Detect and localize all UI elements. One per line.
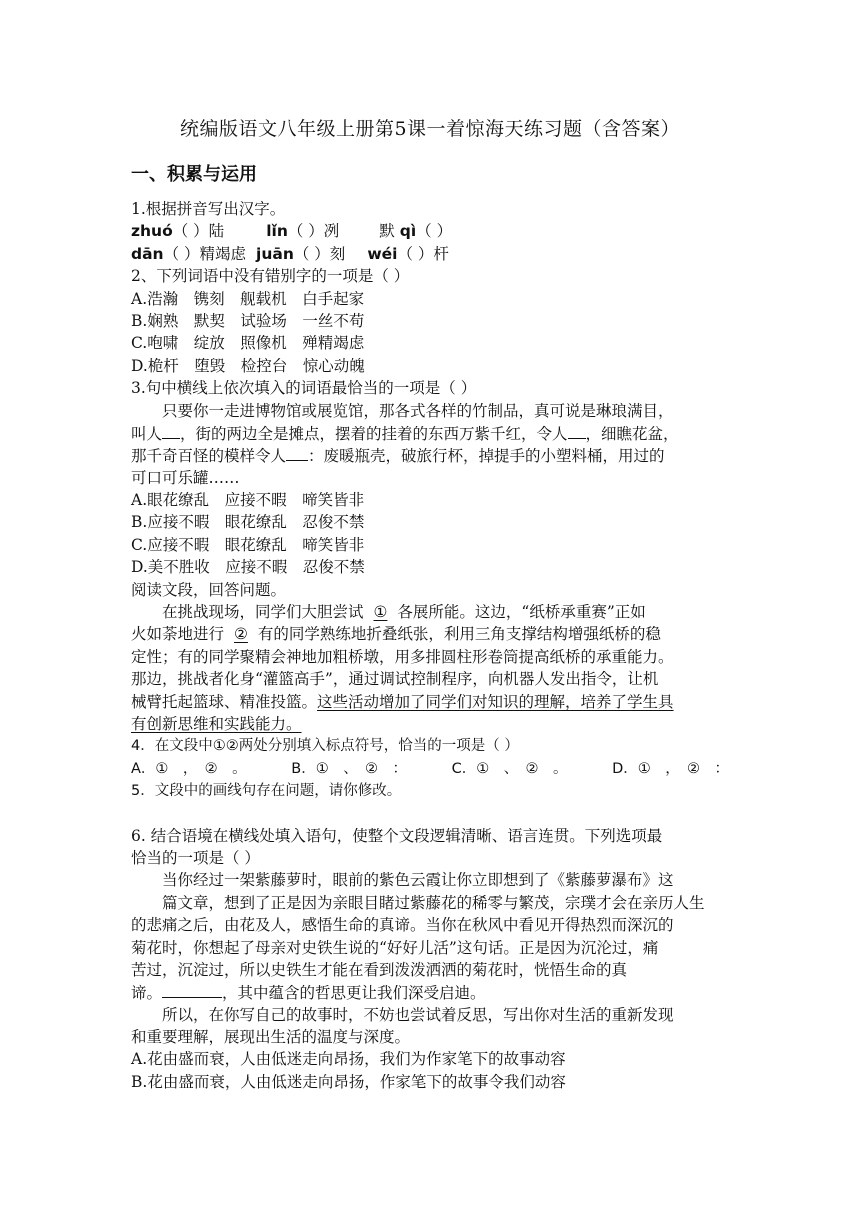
blank-marker-1: ① bbox=[373, 603, 388, 622]
passage-line: 苦过，沉淀过，所以史铁生才能在看到泼泼洒洒的菊花时，恍悟生命的真 bbox=[131, 960, 628, 979]
option-c: C.咆啸 绽放 照像机 殚精竭虑 bbox=[131, 334, 365, 353]
reading-line bbox=[131, 623, 731, 645]
text: 默 bbox=[379, 222, 395, 241]
text: ，细瞧花盆， bbox=[585, 424, 679, 443]
reading-line: 定性；有的同学聚精会神地加粗桥墩，用多排圆柱形卷筒提高纸桥的承重能力。 bbox=[131, 647, 674, 666]
reading-line bbox=[131, 713, 731, 735]
option-a: A.花由盛而衰，人由低迷走向昂扬，我们为作家笔下的故事动容 bbox=[131, 1050, 566, 1069]
underlined-sentence: 这些活动增加了同学们对知识的理解，培养了学生具 bbox=[317, 692, 674, 711]
reading-line: 那边，挑战者化身“灌篮高手”，通过调试控制程序，向机器人发出指令，让机 bbox=[131, 670, 659, 689]
text: 叫人 bbox=[131, 424, 163, 443]
option-b: B．① 、 ② ： bbox=[291, 760, 407, 777]
answer-blank: （ ）杆 bbox=[397, 244, 449, 263]
text: 那千奇百怪的模样令人 bbox=[131, 447, 287, 466]
question-5-stem: 5．文段中的画线句存在问题，请你修改。 bbox=[131, 783, 402, 800]
text: 械臂托起篮球、精准投篮。 bbox=[131, 692, 318, 711]
option-b: B.娴熟 默契 试验场 一丝不苟 bbox=[131, 311, 365, 330]
text: 各展所能。这边，“纸桥承重赛”正如 bbox=[397, 603, 646, 622]
passage-line bbox=[131, 981, 731, 1003]
option-a: A．① ， ② 。 bbox=[131, 760, 247, 777]
option-b: B.花由盛而衰，人由低迷走向昂扬，作家笔下的故事令我们动容 bbox=[131, 1072, 566, 1091]
answer-blank: （ ） bbox=[416, 222, 453, 241]
text: 有的同学熟练地折叠纸张，利用三角支撑结构增强纸桥的稳 bbox=[257, 625, 661, 644]
pinyin: zhuó bbox=[131, 222, 173, 241]
option-a: A.眼花缭乱 应接不暇 啼笑皆非 bbox=[131, 491, 365, 510]
passage-line bbox=[131, 422, 731, 444]
passage-line bbox=[131, 444, 731, 466]
option-d: D.桅杆 堕毁 检控台 惊心动魄 bbox=[131, 356, 365, 375]
passage-line: 当你经过一架紫藤萝时，眼前的紫色云霞让你立即想到了《紫藤萝瀑布》这 bbox=[162, 871, 674, 890]
question-4-stem: 4．在文段中①②两处分别填入标点符号，恰当的一项是（ ） bbox=[131, 738, 519, 755]
pinyin-row-1 bbox=[131, 220, 731, 242]
answer-blank: （ ）刻 bbox=[293, 244, 346, 263]
passage-line: 的悲痛之后，由花及人，感悟生命的真谛。当你在秋风中看见开得热烈而深沉的 bbox=[131, 916, 674, 935]
pinyin: lǐn bbox=[266, 222, 288, 241]
pinyin-row-2 bbox=[131, 243, 731, 265]
passage-line: 所以，在你写自己的故事时，不妨也尝试着反思，写出你对生活的重新发现 bbox=[162, 1005, 674, 1024]
document-title: 统编版语文八年级上册第5课一着惊海天练习题（含答案） bbox=[179, 118, 681, 140]
option-c: C．① 、 ② 。 bbox=[451, 760, 568, 777]
reading-intro: 阅读文段，回答问题。 bbox=[131, 580, 287, 599]
question-2-stem: 2、下列词语中没有错别字的一项是（ ） bbox=[131, 267, 410, 286]
answer-blank: （ ）冽 bbox=[287, 222, 340, 241]
question-6-stem: 6. 结合语境在横线处填入语句，使整个文段逻辑清晰、语言连贯。下列选项最 bbox=[131, 826, 663, 845]
reading-line bbox=[131, 601, 731, 623]
reading-line bbox=[131, 691, 731, 713]
text: ，其中蕴含的哲思更让我们深受启迪。 bbox=[222, 984, 486, 1003]
passage-line: 菊花时，你想起了母亲对史铁生说的“好好儿活”这句话。正是因为沉沦过，痛 bbox=[131, 938, 659, 957]
text: ：废暖瓶壳，破旅行杯，掉提手的小塑料桶，用过的 bbox=[308, 447, 665, 466]
text: 谛。 bbox=[131, 984, 163, 1003]
underlined-sentence: 有创新思维和实践能力。 bbox=[131, 714, 302, 733]
text: ，街的两边全是摊点，摆着的挂着的东西万紫千红，令人 bbox=[180, 424, 568, 443]
fill-blank bbox=[568, 422, 586, 439]
question-3-stem: 3.句中横线上依次填入的词语最恰当的一项是（ ） bbox=[131, 379, 477, 398]
pinyin: dān bbox=[131, 244, 164, 263]
passage-line: 只要你一走进博物馆或展览馆，那各式各样的竹制品，真可说是琳琅满目， bbox=[162, 401, 674, 420]
fill-blank bbox=[286, 444, 308, 461]
text: 火如荼地进行 bbox=[131, 625, 225, 644]
option-c: C.应接不暇 眼花缭乱 啼笑皆非 bbox=[131, 535, 365, 554]
option-d: D.美不胜收 应接不暇 忍俊不禁 bbox=[131, 558, 365, 577]
fill-blank bbox=[162, 981, 222, 998]
blank-marker-2: ② bbox=[234, 625, 248, 644]
option-a: A.浩瀚 镌刻 舰载机 白手起家 bbox=[131, 289, 365, 308]
question-4-options bbox=[131, 758, 729, 780]
question-6-stem: 恰当的一项是（ ） bbox=[131, 848, 260, 867]
pinyin: wéi bbox=[367, 244, 398, 263]
text: 在挑战现场，同学们大胆尝试 bbox=[162, 603, 364, 622]
pinyin: qì bbox=[399, 222, 417, 241]
passage-line: 可口可乐罐…… bbox=[131, 468, 240, 487]
section-heading: 一、积累与运用 bbox=[131, 164, 257, 185]
answer-space bbox=[131, 803, 731, 825]
pinyin: juān bbox=[256, 244, 294, 263]
answer-blank: （ ）精竭虑 bbox=[163, 244, 247, 263]
question-1-stem: 1.根据拼音写出汉字。 bbox=[131, 200, 286, 218]
answer-blank: （ ）陆 bbox=[172, 222, 225, 241]
document-body bbox=[131, 198, 731, 1093]
fill-blank bbox=[162, 422, 180, 439]
option-b: B.应接不暇 眼花缭乱 忍俊不禁 bbox=[131, 513, 365, 532]
option-d: D．① ， ② ： bbox=[612, 760, 729, 777]
passage-line: 篇文章，想到了正是因为亲眼目睹过紫藤花的稀零与繁茂，宗璞才会在亲历人生 bbox=[162, 893, 705, 912]
passage-line: 和重要理解，展现出生活的温度与深度。 bbox=[131, 1028, 411, 1047]
